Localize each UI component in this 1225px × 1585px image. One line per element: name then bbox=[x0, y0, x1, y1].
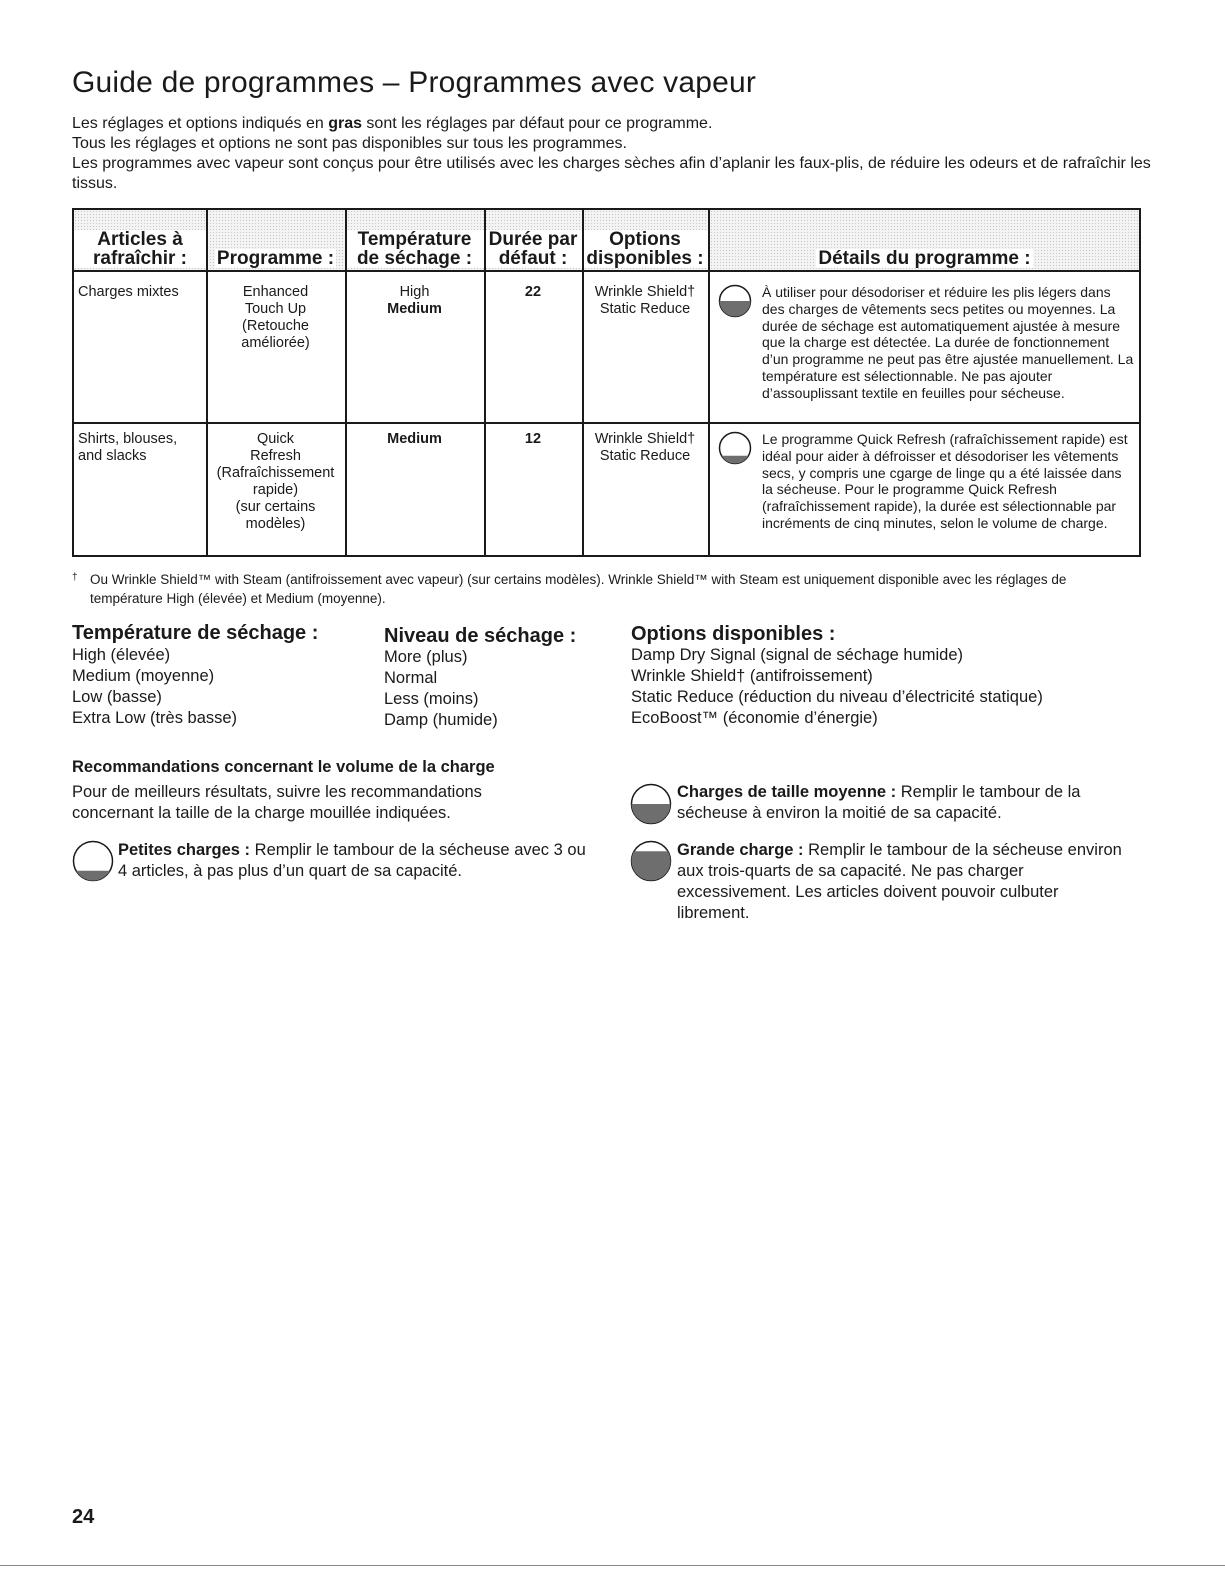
row1-temp-medium: Medium bbox=[387, 301, 442, 317]
row1-temp-high: High bbox=[399, 284, 430, 300]
list-item: High (élevée) bbox=[72, 646, 171, 664]
list-item: Damp Dry Signal (signal de séchage humide) bbox=[631, 646, 963, 664]
page-number: 24 bbox=[72, 1506, 95, 1528]
intro-line1-bold: gras bbox=[328, 115, 362, 132]
quarter-load-icon bbox=[718, 431, 752, 465]
col-divider bbox=[708, 208, 710, 557]
options-heading: Options disponibles : bbox=[631, 623, 836, 645]
temperature-list bbox=[72, 645, 237, 729]
list-item: Less (moins) bbox=[384, 690, 479, 708]
list-item: EcoBoost™ (économie d’énergie) bbox=[631, 709, 878, 727]
niveau-list bbox=[384, 647, 498, 731]
row1-temperature bbox=[345, 284, 484, 318]
list-item: Low (basse) bbox=[72, 688, 162, 706]
table-header bbox=[74, 208, 1139, 272]
medium-load-icon bbox=[630, 783, 672, 825]
row1-articles: Charges mixtes bbox=[78, 284, 179, 300]
large-load-icon bbox=[630, 840, 672, 882]
row2-details: Le programme Quick Refresh (rafraîchissement rapide) est idéal pour aider à défroisser et désodoriser les vêtements secs, y compris une cgarge de linge qu a été laissée dans la sécheuse. Pour le programme Quick Refresh (rafraîchissement rapide), la durée est sélectionnable par incréments de cinq minutes, selon le volume de charge. bbox=[762, 431, 1128, 531]
row2-duree: 12 bbox=[524, 431, 542, 447]
intro-line3: Les programmes avec vapeur sont conçus pour être utilisés avec les charges sèches afin d’aplanir les faux-plis, de réduire les odeurs et de rafraîchir les tissus. bbox=[72, 155, 1151, 192]
header-details: Détails du programme : bbox=[818, 248, 1031, 269]
row2-temp-medium: Medium bbox=[387, 431, 442, 447]
small-load-icon bbox=[72, 840, 114, 882]
col-divider bbox=[345, 208, 347, 557]
header-duree: Durée par défaut : bbox=[484, 210, 582, 272]
small-load-text: Petites charges : Remplir le tambour de la sécheuse avec 3 ou 4 articles, à pas plus d’un quart de sa capacité. bbox=[118, 841, 586, 880]
row-divider bbox=[74, 422, 1139, 424]
header-options: Options disponibles : bbox=[582, 210, 708, 272]
header-temperature: Température de séchage : bbox=[345, 210, 484, 272]
list-item: Normal bbox=[384, 669, 438, 687]
footnote-text: Ou Wrinkle Shield™ with Steam (antifroissement avec vapeur) (sur certains modèles). Wrinkle Shield™ with Steam est uniquement disponible avec les réglages de température High (élevée) et Medium (moyenne). bbox=[90, 572, 1067, 606]
niveau-heading: Niveau de séchage : bbox=[384, 625, 577, 647]
recommendations-heading: Recommandations concernant le volume de la charge bbox=[72, 758, 495, 776]
intro-text bbox=[72, 114, 1152, 194]
program-table bbox=[72, 208, 1141, 557]
intro-line1-pre: Les réglages et options indiqués en bbox=[72, 115, 329, 132]
row1-duree: 22 bbox=[524, 284, 542, 300]
temperature-heading: Température de séchage : bbox=[72, 622, 319, 644]
row2-articles: Shirts, blouses, and slacks bbox=[78, 431, 178, 464]
options-list bbox=[631, 645, 1043, 729]
row2-options: Wrinkle Shield† Static Reduce bbox=[594, 431, 696, 464]
intro-line1-post: sont les réglages par défaut pour ce programme. bbox=[361, 115, 713, 132]
col-divider bbox=[484, 208, 486, 557]
header-articles: Articles à rafraîchir : bbox=[74, 210, 206, 272]
col-divider bbox=[582, 208, 584, 557]
row1-programme: Enhanced Touch Up (Retouche améliorée) bbox=[241, 284, 310, 351]
list-item: More (plus) bbox=[384, 648, 468, 666]
header-programme: Programme : bbox=[216, 248, 335, 269]
list-item: Static Reduce (réduction du niveau d’électricité statique) bbox=[631, 688, 1043, 706]
half-load-icon bbox=[718, 284, 752, 318]
row1-options: Wrinkle Shield† Static Reduce bbox=[594, 284, 696, 317]
list-item: Extra Low (très basse) bbox=[72, 709, 238, 727]
footnote bbox=[72, 570, 1142, 608]
large-load-text: Grande charge : Remplir le tambour de la sécheuse environ aux trois-quarts de sa capacité. Ne pas charger excessivement. Les articles doivent pouvoir culbuter librement. bbox=[677, 841, 1122, 922]
intro-line2: Tous les réglages et options ne sont pas disponibles sur tous les programmes. bbox=[72, 135, 627, 152]
footnote-mark: † bbox=[72, 572, 78, 583]
page-title: Guide de programmes – Programmes avec vapeur bbox=[72, 66, 757, 99]
bottom-rule bbox=[0, 1565, 1225, 1566]
medium-load-text: Charges de taille moyenne : Remplir le tambour de la sécheuse à environ la moitié de sa capacité. bbox=[677, 783, 1081, 822]
list-item: Medium (moyenne) bbox=[72, 667, 215, 685]
recommendations-text: Pour de meilleurs résultats, suivre les recommandations concernant la taille de la charge mouillée indiquées. bbox=[72, 783, 482, 822]
row1-details: À utiliser pour désodoriser et réduire les plis légers dans des charges de vêtements secs petites ou moyennes. La durée de séchage est automatiquement ajustée à mesure que la charge est détectée. La durée de fonctionnement d’un programme ne peut pas être ajustée manuellement. La température est sélectionnable. Ne pas ajouter d’assouplissant textile en feuilles pour sécheuse. bbox=[762, 284, 1134, 401]
list-item: Damp (humide) bbox=[384, 711, 498, 729]
row2-programme: Quick Refresh (Rafraîchissement rapide) (sur certains modèles) bbox=[216, 431, 335, 532]
list-item: Wrinkle Shield† (antifroissement) bbox=[631, 667, 873, 685]
